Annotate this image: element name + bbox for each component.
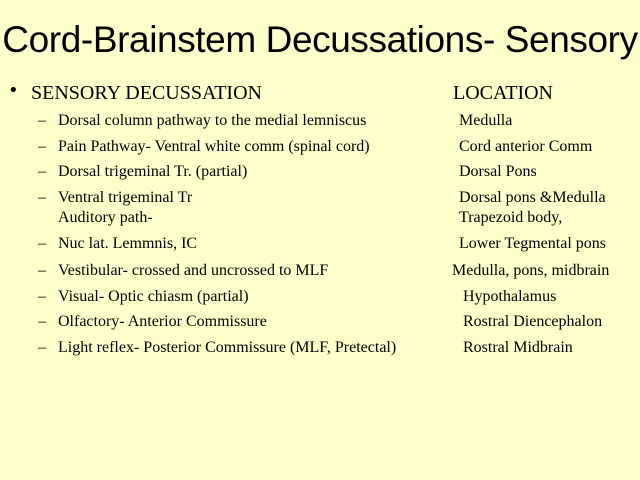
list-item xyxy=(0,234,640,254)
list-item xyxy=(0,208,640,228)
location-value: Medulla xyxy=(459,112,513,129)
decussation-item: Dorsal column pathway to the medial lemniscus xyxy=(58,112,367,129)
decussation-item: Light reflex- Posterior Commissure (MLF, Pretectal) xyxy=(58,339,397,356)
location-header: LOCATION xyxy=(453,82,553,104)
dash-marker: – xyxy=(38,313,46,330)
dash-marker: – xyxy=(38,189,46,206)
decussation-item: Auditory path- xyxy=(58,209,153,226)
location-value: Rostral Diencephalon xyxy=(463,313,603,330)
location-value: Dorsal Pons xyxy=(459,163,537,180)
decussation-item: Pain Pathway- Ventral white comm (spinal cord) xyxy=(58,138,370,155)
location-value: Medulla, pons, midbrain xyxy=(452,262,610,279)
list-item xyxy=(0,137,640,157)
decussation-item: Nuc lat. Lemmnis, IC xyxy=(58,235,198,252)
location-value: Trapezoid body, xyxy=(459,209,563,226)
bullet-marker: • xyxy=(8,80,19,101)
sensory-decussation-header: SENSORY DECUSSATION xyxy=(31,82,262,104)
decussation-item: Ventral trigeminal Tr xyxy=(58,189,193,206)
dash-marker: – xyxy=(38,262,46,279)
location-value: Hypothalamus xyxy=(463,288,557,305)
location-value: Dorsal pons &Medulla xyxy=(459,189,606,206)
decussation-item: Visual- Optic chiasm (partial) xyxy=(58,288,249,305)
list-item xyxy=(0,287,640,307)
location-value: Cord anterior Comm xyxy=(459,138,593,155)
dash-marker: – xyxy=(38,138,46,155)
list-item xyxy=(0,312,640,332)
dash-marker: – xyxy=(38,339,46,356)
dash-marker: – xyxy=(38,288,46,305)
list-item xyxy=(0,162,640,182)
list-item xyxy=(0,188,640,208)
dash-marker: – xyxy=(38,112,46,129)
decussation-item: Dorsal trigeminal Tr. (partial) xyxy=(58,163,248,180)
dash-marker: – xyxy=(38,163,46,180)
list-item xyxy=(0,111,640,131)
location-value: Rostral Midbrain xyxy=(463,339,573,356)
location-value: Lower Tegmental pons xyxy=(459,235,606,252)
slide-title: Cord-Brainstem Decussations- Sensory xyxy=(2,19,638,60)
decussation-item: Olfactory- Anterior Commissure xyxy=(58,313,267,330)
decussation-item: Vestibular- crossed and uncrossed to MLF xyxy=(58,262,329,279)
dash-marker: – xyxy=(38,235,46,252)
list-item xyxy=(0,261,640,281)
list-item xyxy=(0,338,640,358)
